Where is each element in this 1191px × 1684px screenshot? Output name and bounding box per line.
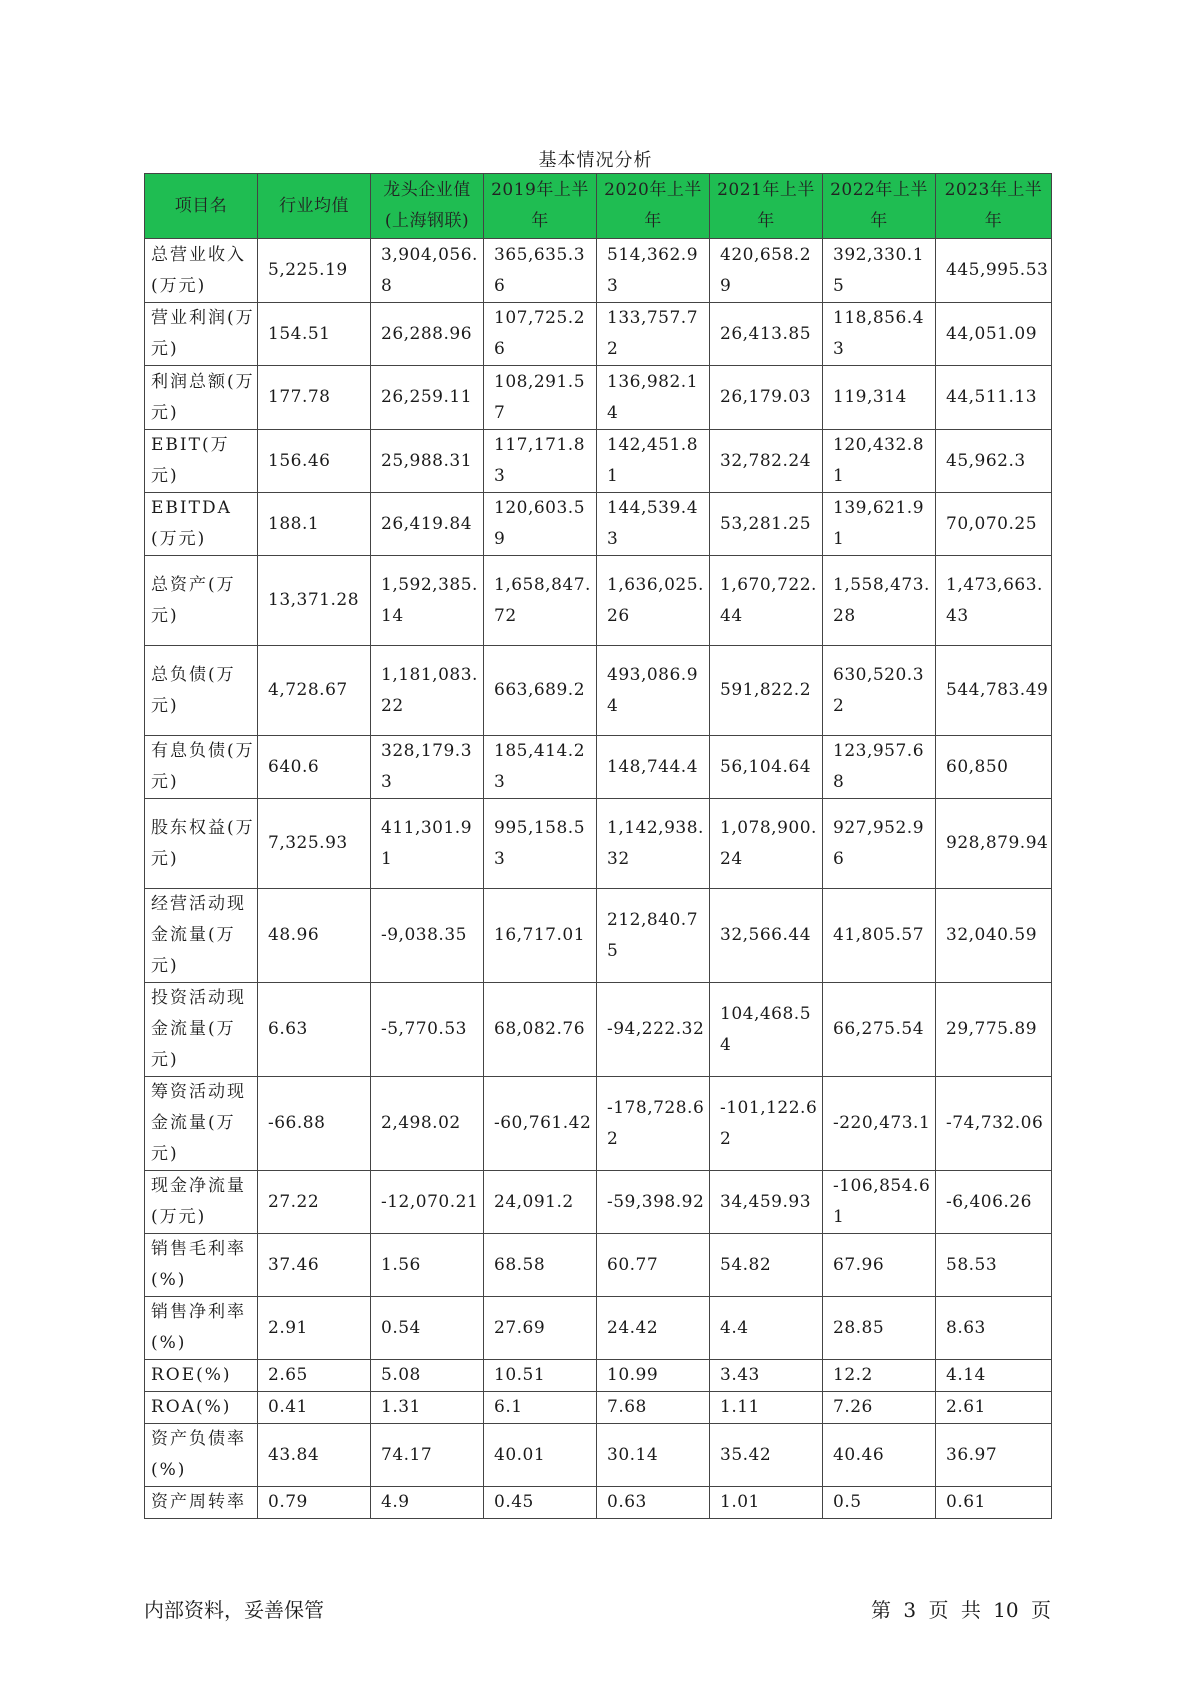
table-cell: 144,539.43 xyxy=(597,493,710,556)
row-label: 销售毛利率(%) xyxy=(145,1234,258,1297)
table-cell: 640.6 xyxy=(258,736,371,799)
table-cell: 2,498.02 xyxy=(371,1077,484,1171)
table-cell: 24,091.2 xyxy=(484,1171,597,1234)
table-cell: 139,621.91 xyxy=(823,493,936,556)
header-cell: 行业均值 xyxy=(258,174,371,239)
table-cell: 26,179.03 xyxy=(710,366,823,430)
table-cell: 120,432.81 xyxy=(823,430,936,493)
table-cell: 212,840.75 xyxy=(597,889,710,983)
table-cell: 7.68 xyxy=(597,1392,710,1424)
table-cell: 1,473,663.43 xyxy=(936,556,1052,646)
table-cell: 2.65 xyxy=(258,1360,371,1392)
table-cell: 411,301.91 xyxy=(371,799,484,889)
table-row xyxy=(145,366,1052,430)
table-cell: -94,222.32 xyxy=(597,983,710,1077)
table-cell: 43.84 xyxy=(258,1424,371,1487)
table-title: 基本情况分析 xyxy=(538,150,653,171)
table-cell: 40.46 xyxy=(823,1424,936,1487)
table-cell: 4.14 xyxy=(936,1360,1052,1392)
table-cell: 1,142,938.32 xyxy=(597,799,710,889)
table-cell: 25,988.31 xyxy=(371,430,484,493)
footer-confidential: 内部资料，妥善保管 xyxy=(144,1598,324,1622)
table-cell: 1,670,722.44 xyxy=(710,556,823,646)
header-cell: 2021年上半年 xyxy=(710,174,823,239)
table-cell: 28.85 xyxy=(823,1297,936,1360)
table-cell: 5,225.19 xyxy=(258,239,371,303)
row-label: 经营活动现金流量(万元) xyxy=(145,889,258,983)
table-cell: 53,281.25 xyxy=(710,493,823,556)
table-cell: -101,122.62 xyxy=(710,1077,823,1171)
row-label: ROA(%) xyxy=(145,1392,258,1424)
table-cell: 10.99 xyxy=(597,1360,710,1392)
table-cell: 177.78 xyxy=(258,366,371,430)
table-cell: 104,468.54 xyxy=(710,983,823,1077)
table-cell: -178,728.62 xyxy=(597,1077,710,1171)
table-cell: -59,398.92 xyxy=(597,1171,710,1234)
table-cell: 0.5 xyxy=(823,1487,936,1519)
table-cell: 7,325.93 xyxy=(258,799,371,889)
table-cell: -9,038.35 xyxy=(371,889,484,983)
table-cell: 26,259.11 xyxy=(371,366,484,430)
table-cell: 32,040.59 xyxy=(936,889,1052,983)
table-cell: 514,362.93 xyxy=(597,239,710,303)
table-row xyxy=(145,1392,1052,1424)
table-cell: 445,995.53 xyxy=(936,239,1052,303)
table-cell: -60,761.42 xyxy=(484,1077,597,1171)
table-cell: 365,635.36 xyxy=(484,239,597,303)
row-label: 有息负债(万元) xyxy=(145,736,258,799)
table-cell: 60.77 xyxy=(597,1234,710,1297)
row-label: 总负债(万元) xyxy=(145,646,258,736)
row-label: EBITDA(万元) xyxy=(145,493,258,556)
table-cell: 119,314 xyxy=(823,366,936,430)
table-cell: 6.63 xyxy=(258,983,371,1077)
row-label: 资产周转率 xyxy=(145,1487,258,1519)
table-cell: 188.1 xyxy=(258,493,371,556)
row-label: 股东权益(万元) xyxy=(145,799,258,889)
table-cell: 133,757.72 xyxy=(597,303,710,366)
table-cell: 1,658,847.72 xyxy=(484,556,597,646)
table-cell: 26,413.85 xyxy=(710,303,823,366)
table-cell: 1,078,900.24 xyxy=(710,799,823,889)
table-cell: -12,070.21 xyxy=(371,1171,484,1234)
table-cell: 10.51 xyxy=(484,1360,597,1392)
table-cell: 663,689.2 xyxy=(484,646,597,736)
table-cell: 3.43 xyxy=(710,1360,823,1392)
footer-page-number: 第 3 页 共 10 页 xyxy=(871,1598,1051,1622)
table-cell: -220,473.1 xyxy=(823,1077,936,1171)
table-cell: 24.42 xyxy=(597,1297,710,1360)
table-row xyxy=(145,1487,1052,1519)
table-row xyxy=(145,1077,1052,1171)
header-cell: 2020年上半年 xyxy=(597,174,710,239)
table-cell: 29,775.89 xyxy=(936,983,1052,1077)
table-cell: 70,070.25 xyxy=(936,493,1052,556)
table-cell: 0.45 xyxy=(484,1487,597,1519)
table-row xyxy=(145,493,1052,556)
table-cell: 156.46 xyxy=(258,430,371,493)
row-label: 投资活动现金流量(万元) xyxy=(145,983,258,1077)
table-cell: -74,732.06 xyxy=(936,1077,1052,1171)
table-cell: 0.63 xyxy=(597,1487,710,1519)
header-cell: 项目名 xyxy=(145,174,258,239)
table-row xyxy=(145,889,1052,983)
table-cell: 2.61 xyxy=(936,1392,1052,1424)
table-cell: 630,520.32 xyxy=(823,646,936,736)
row-label: 销售净利率(%) xyxy=(145,1297,258,1360)
financial-table xyxy=(144,173,1052,1519)
table-cell: 68,082.76 xyxy=(484,983,597,1077)
table-cell: 0.79 xyxy=(258,1487,371,1519)
table-cell: 591,822.2 xyxy=(710,646,823,736)
table-cell: 68.58 xyxy=(484,1234,597,1297)
table-row xyxy=(145,1360,1052,1392)
table-row xyxy=(145,1234,1052,1297)
table-row xyxy=(145,430,1052,493)
table-cell: 4.4 xyxy=(710,1297,823,1360)
table-cell: 493,086.94 xyxy=(597,646,710,736)
table-cell: 35.42 xyxy=(710,1424,823,1487)
table-row xyxy=(145,1171,1052,1234)
header-cell: 2023年上半年 xyxy=(936,174,1052,239)
table-row xyxy=(145,646,1052,736)
row-label: 利润总额(万元) xyxy=(145,366,258,430)
table-cell: 13,371.28 xyxy=(258,556,371,646)
table-cell: 27.69 xyxy=(484,1297,597,1360)
table-cell: 185,414.23 xyxy=(484,736,597,799)
table-cell: 27.22 xyxy=(258,1171,371,1234)
table-cell: 74.17 xyxy=(371,1424,484,1487)
header-cell: 龙头企业值(上海钢联) xyxy=(371,174,484,239)
row-label: 筹资活动现金流量(万元) xyxy=(145,1077,258,1171)
row-label: 总营业收入(万元) xyxy=(145,239,258,303)
table-cell: 32,566.44 xyxy=(710,889,823,983)
table-cell: 0.41 xyxy=(258,1392,371,1424)
table-cell: 34,459.93 xyxy=(710,1171,823,1234)
table-cell: 154.51 xyxy=(258,303,371,366)
table-cell: 120,603.59 xyxy=(484,493,597,556)
table-cell: 118,856.43 xyxy=(823,303,936,366)
table-cell: 117,171.83 xyxy=(484,430,597,493)
row-label: 资产负债率(%) xyxy=(145,1424,258,1487)
table-cell: 2.91 xyxy=(258,1297,371,1360)
table-cell: 1,636,025.26 xyxy=(597,556,710,646)
table-cell: 328,179.33 xyxy=(371,736,484,799)
table-cell: -66.88 xyxy=(258,1077,371,1171)
table-cell: 40.01 xyxy=(484,1424,597,1487)
table-cell: 5.08 xyxy=(371,1360,484,1392)
table-cell: 142,451.81 xyxy=(597,430,710,493)
table-cell: 0.61 xyxy=(936,1487,1052,1519)
table-cell: -106,854.61 xyxy=(823,1171,936,1234)
table-cell: 16,717.01 xyxy=(484,889,597,983)
table-cell: 4.9 xyxy=(371,1487,484,1519)
table-cell: 7.26 xyxy=(823,1392,936,1424)
table-row xyxy=(145,799,1052,889)
table-cell: 8.63 xyxy=(936,1297,1052,1360)
table-row xyxy=(145,1424,1052,1487)
row-label: 营业利润(万元) xyxy=(145,303,258,366)
table-cell: 60,850 xyxy=(936,736,1052,799)
table-cell: 420,658.29 xyxy=(710,239,823,303)
table-cell: 1.01 xyxy=(710,1487,823,1519)
table-cell: 26,288.96 xyxy=(371,303,484,366)
header-cell: 2022年上半年 xyxy=(823,174,936,239)
table-cell: 392,330.15 xyxy=(823,239,936,303)
table-cell: 136,982.14 xyxy=(597,366,710,430)
table-body xyxy=(145,239,1052,1519)
table-cell: 995,158.53 xyxy=(484,799,597,889)
table-cell: 48.96 xyxy=(258,889,371,983)
table-cell: 927,952.96 xyxy=(823,799,936,889)
table-cell: 26,419.84 xyxy=(371,493,484,556)
table-cell: 56,104.64 xyxy=(710,736,823,799)
row-label: 现金净流量(万元) xyxy=(145,1171,258,1234)
table-cell: 108,291.57 xyxy=(484,366,597,430)
table-cell: 12.2 xyxy=(823,1360,936,1392)
table-row xyxy=(145,556,1052,646)
table-cell: 1.56 xyxy=(371,1234,484,1297)
table-cell: -6,406.26 xyxy=(936,1171,1052,1234)
table-cell: 41,805.57 xyxy=(823,889,936,983)
table-header-row xyxy=(145,174,1052,239)
table-row xyxy=(145,736,1052,799)
table-cell: 1.31 xyxy=(371,1392,484,1424)
row-label: ROE(%) xyxy=(145,1360,258,1392)
table-cell: 54.82 xyxy=(710,1234,823,1297)
row-label: 总资产(万元) xyxy=(145,556,258,646)
table-cell: 1,181,083.22 xyxy=(371,646,484,736)
table-cell: 3,904,056.8 xyxy=(371,239,484,303)
table-row xyxy=(145,303,1052,366)
table-row xyxy=(145,239,1052,303)
table-cell: 1.11 xyxy=(710,1392,823,1424)
row-label: EBIT(万元) xyxy=(145,430,258,493)
header-cell: 2019年上半年 xyxy=(484,174,597,239)
table-cell: 32,782.24 xyxy=(710,430,823,493)
table-cell: 66,275.54 xyxy=(823,983,936,1077)
table-cell: 928,879.94 xyxy=(936,799,1052,889)
table-cell: 44,051.09 xyxy=(936,303,1052,366)
table-cell: 30.14 xyxy=(597,1424,710,1487)
table-cell: 36.97 xyxy=(936,1424,1052,1487)
table-cell: 6.1 xyxy=(484,1392,597,1424)
table-cell: 148,744.4 xyxy=(597,736,710,799)
table-cell: 1,558,473.28 xyxy=(823,556,936,646)
table-cell: 45,962.3 xyxy=(936,430,1052,493)
table-cell: -5,770.53 xyxy=(371,983,484,1077)
table-cell: 58.53 xyxy=(936,1234,1052,1297)
table-cell: 37.46 xyxy=(258,1234,371,1297)
table-cell: 1,592,385.14 xyxy=(371,556,484,646)
table-cell: 4,728.67 xyxy=(258,646,371,736)
table-row xyxy=(145,983,1052,1077)
table-cell: 0.54 xyxy=(371,1297,484,1360)
table-cell: 67.96 xyxy=(823,1234,936,1297)
table-cell: 544,783.49 xyxy=(936,646,1052,736)
table-cell: 123,957.68 xyxy=(823,736,936,799)
table-row xyxy=(145,1297,1052,1360)
table-cell: 44,511.13 xyxy=(936,366,1052,430)
table-cell: 107,725.26 xyxy=(484,303,597,366)
